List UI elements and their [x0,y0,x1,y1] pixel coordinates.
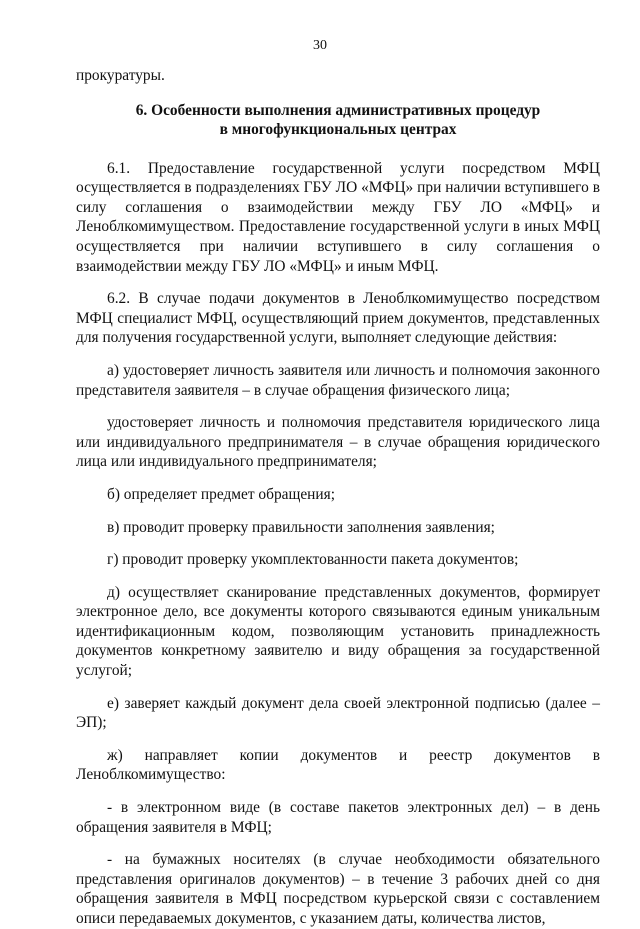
paragraph-6-2: 6.2. В случае подачи документов в Леноблкомимущество посредством МФЦ специалист МФЦ, осуществляющий прием документов, представленных для получения государственной услуги, выполняет следующие действия: [76,290,600,347]
item-d: д) осуществляет сканирование представленных документов, формирует электронное дело, все документы которого связываются единым уникальным идентификационным кодом, позволяющим установить принадлежность документов конкретному заявителю и виду обращения за государственной услугой; [76,583,600,680]
item-e: е) заверяет каждый документ дела своей электронной подписью (далее – ЭП); [76,694,600,732]
page-number: 30 [313,38,327,53]
item-g: г) проводит проверку укомплектованности пакета документов; [107,551,519,569]
item-zh: ж) направляет копии документов и реестр документов в Леноблкомимущество: [76,746,600,784]
item-v: в) проводит проверку правильности заполнения заявления; [107,518,495,536]
item-a-continued: удостоверяет личность и полномочия представителя юридического лица или индивидуального предпринимателя – в случае обращения юридического лица или индивидуального предпринимателя; [76,414,600,471]
item-b: б) определяет предмет обращения; [107,485,335,503]
section-heading-line-1: 6. Особенности выполнения административных процедур [135,101,541,119]
paragraph-6-1: 6.1. Предоставление государственной услуги посредством МФЦ осуществляется в подразделениях ГБУ ЛО «МФЦ» при наличии вступившего в силу соглашения о взаимодействии между ГБУ ЛО «МФЦ» и Леноблкомимуществом. Предоставление государственной услуги в иных МФЦ осуществляется при наличии вступившего в силу соглашения о взаимодействии между ГБУ ЛО «МФЦ» и иным МФЦ. [76,159,600,275]
paragraph-prokuratury: прокуратуры. [76,67,165,84]
item-zh-electronic: - в электронном виде (в составе пакетов электронных дел) – в день обращения заявителя в МФЦ; [76,799,600,836]
section-heading [76,101,600,139]
item-a: а) удостоверяет личность заявителя или личность и полномочия законного представителя заявителя – в случае обращения физического лица; [76,361,600,399]
item-zh-paper: - на бумажных носителях (в случае необходимости обязательного представления оригиналов документов) – в течение 3 рабочих дней со дня обращения заявителя в МФЦ посредством курьерской связи с составлением описи передаваемых документов, с указанием даты, количества листов, [76,851,600,927]
section-heading-line-2: в многофункциональных центрах [219,120,457,138]
document-body [76,66,600,929]
